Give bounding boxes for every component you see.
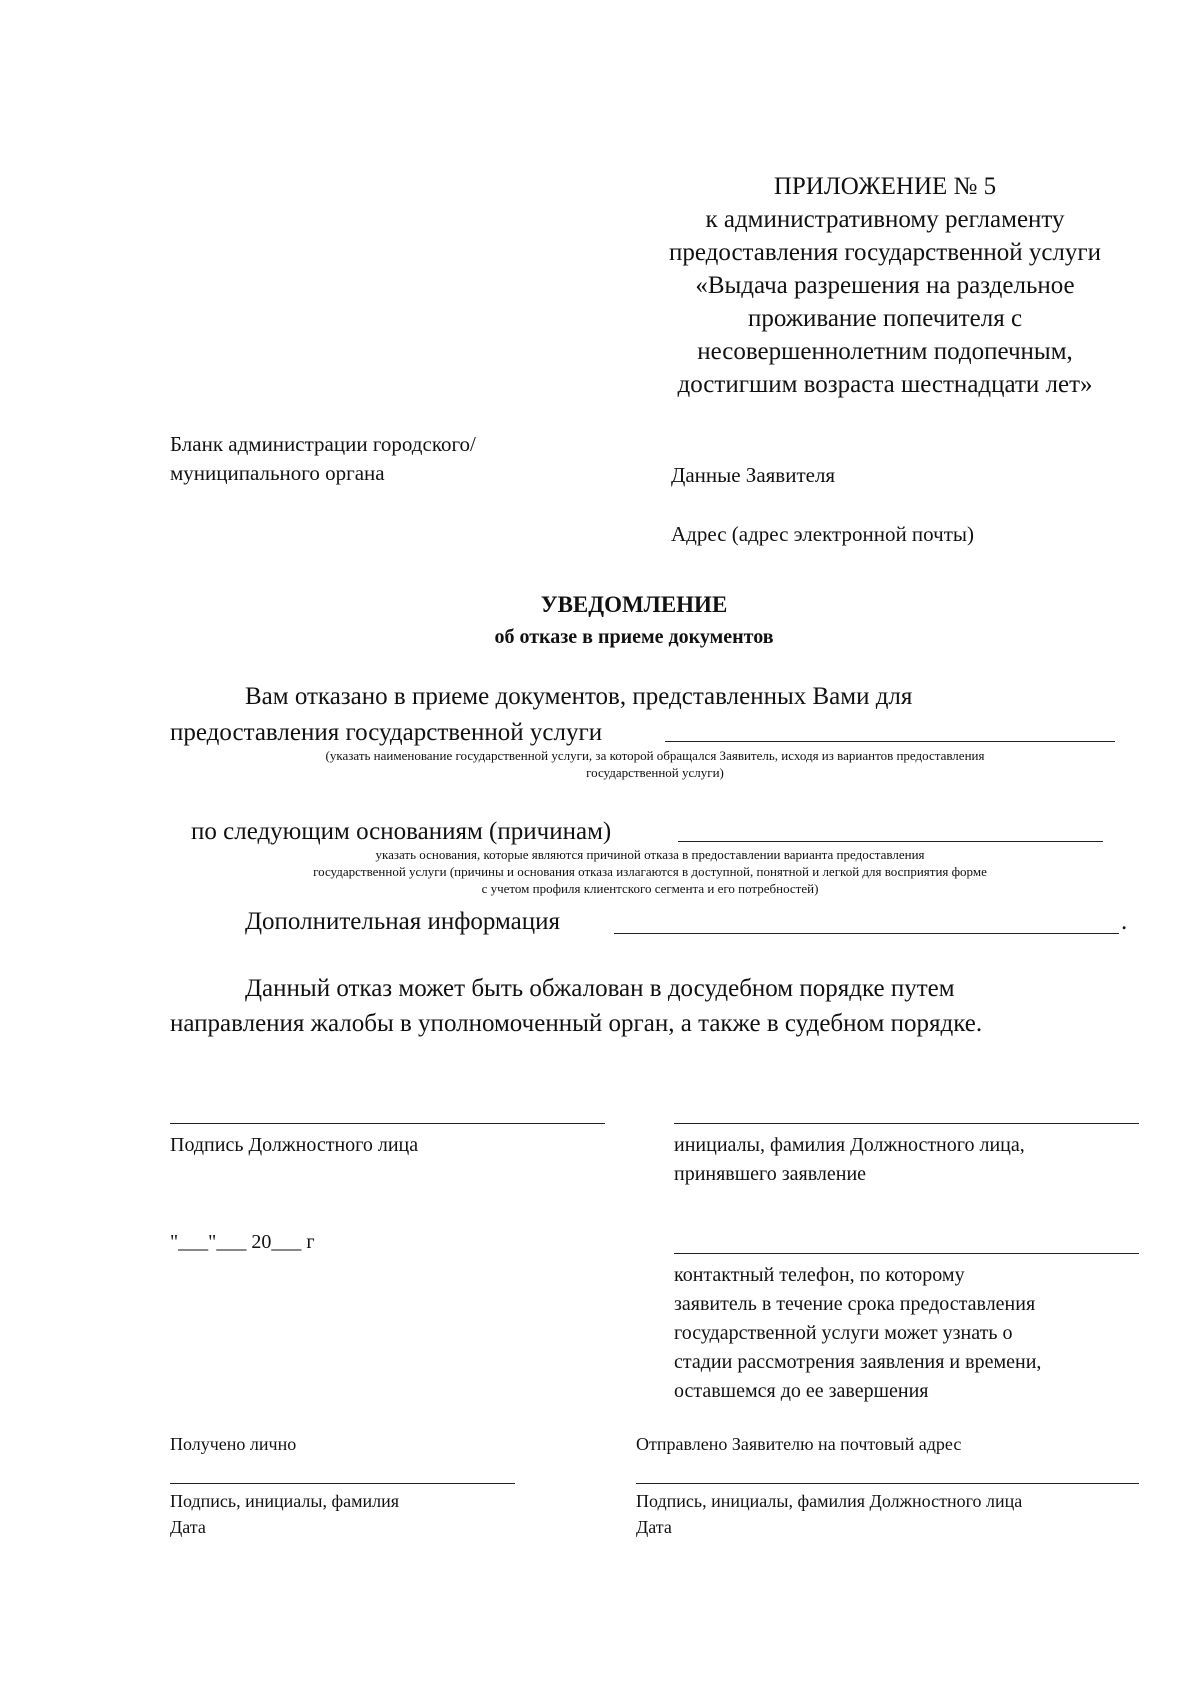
contact-phone-label-line: контактный телефон, по которому — [674, 1264, 965, 1286]
blank-line: муниципального органа — [170, 461, 385, 485]
contact-phone-label — [674, 1261, 1041, 1406]
grounds-hint-line: с учетом профиля клиентского сегмента и его потребностей) — [481, 881, 819, 896]
received-personally-label: Получено лично — [170, 1434, 297, 1454]
appendix-line: предоставления государственной услуги — [668, 239, 1102, 266]
official-name-label-line: принявшего заявление — [674, 1163, 867, 1185]
appendix-line: «Выдача разрешения на раздельное — [695, 272, 1075, 299]
service-hint-line: (указать наименование государственной услуги, за которой обращался Заявитель, исходя из вариантов предоставления — [325, 748, 985, 763]
service-hint — [170, 747, 1140, 781]
contact-phone-line — [674, 1253, 1139, 1254]
refusal-line-2: предоставления государственной услуги — [170, 719, 603, 746]
received-date-label: Дата — [170, 1517, 206, 1537]
received-signature-line — [170, 1483, 515, 1484]
notice-title: УВЕДОМЛЕНИЕ — [540, 592, 728, 617]
official-name-label — [674, 1131, 1025, 1189]
grounds-hint-line: указать основания, которые являются причиной отказа в предоставлении варианта предоставления — [375, 847, 925, 862]
contact-phone-label-line: государственной услуги может узнать о — [674, 1322, 1013, 1344]
appeal-line-2: направления жалобы в уполномоченный орган, а также в судебном порядке. — [170, 1010, 983, 1037]
official-name-label-line: инициалы, фамилия Должностного лица, — [674, 1134, 1025, 1156]
applicant-address-label: Адрес (адрес электронной почты) — [671, 522, 974, 546]
sent-signature-label: Подпись, инициалы, фамилия Должностного лица — [636, 1491, 1023, 1511]
grounds-label: по следующим основаниям (причинам) — [191, 818, 612, 845]
received-signature-label: Подпись, инициалы, фамилия — [170, 1491, 400, 1511]
additional-info-label: Дополнительная информация — [245, 908, 561, 935]
grounds-hint — [160, 846, 1140, 897]
grounds-hint-line: государственной услуги (причины и основания отказа излагаются в доступной, понятной и легкой для восприятия форме — [313, 864, 987, 879]
grounds-field — [678, 841, 1103, 842]
administration-blank — [170, 430, 600, 488]
appeal-line-1: Данный отказ может быть обжалован в досудебном порядке путем — [245, 975, 955, 1002]
additional-info-field — [614, 933, 1119, 934]
appendix-block — [630, 170, 1140, 401]
official-signature-line — [170, 1123, 605, 1124]
service-name-field — [665, 741, 1115, 742]
contact-phone-label-line: заявитель в течение срока предоставления — [674, 1293, 1036, 1315]
official-name-line — [674, 1123, 1139, 1124]
applicant-data-label: Данные Заявителя — [671, 463, 836, 487]
appendix-line: несовершеннолетним подопечным, — [697, 338, 1073, 365]
appendix-line: проживание попечителя с — [747, 305, 1023, 332]
official-signature-label: Подпись Должностного лица — [170, 1134, 419, 1156]
notice-subtitle: об отказе в приеме документов — [494, 626, 774, 648]
additional-info-period: . — [1121, 908, 1128, 935]
appendix-title: ПРИЛОЖЕНИЕ № 5 — [773, 173, 997, 200]
sent-date-label: Дата — [636, 1517, 672, 1537]
blank-line: Бланк администрации городского/ — [170, 432, 476, 456]
contact-phone-label-line: оставшемся до ее завершения — [674, 1380, 929, 1402]
service-hint-line: государственной услуги) — [586, 765, 724, 780]
sent-signature-line — [636, 1483, 1139, 1484]
date-template: "___"___ 20___ г — [170, 1231, 315, 1253]
sent-postal-label: Отправлено Заявителю на почтовый адрес — [636, 1434, 962, 1454]
contact-phone-label-line: стадии рассмотрения заявления и времени, — [674, 1351, 1042, 1373]
appendix-line: достигшим возраста шестнадцати лет» — [677, 371, 1093, 398]
appendix-line: к административному регламенту — [705, 206, 1065, 233]
refusal-line-1: Вам отказано в приеме документов, представленных Вами для — [245, 683, 913, 710]
